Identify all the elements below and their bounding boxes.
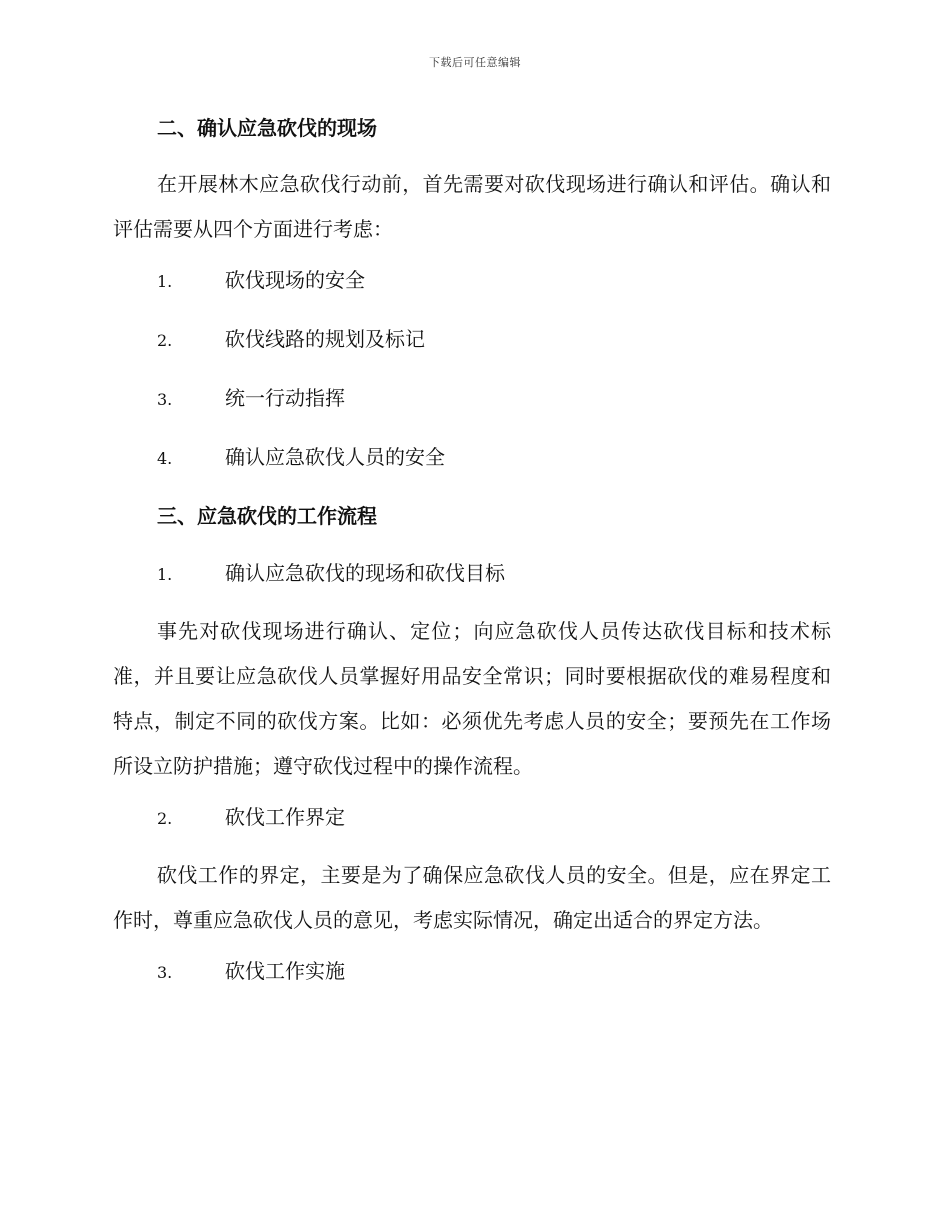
list-item-text: 统一行动指挥 bbox=[225, 386, 345, 410]
list-item-number: 2. bbox=[157, 331, 173, 350]
list-item-text: 砍伐现场的安全 bbox=[225, 268, 365, 292]
step-number: 3. bbox=[157, 963, 173, 982]
step-title bbox=[113, 557, 831, 591]
step-title-text: 砍伐工作界定 bbox=[225, 805, 345, 829]
step-number: 1. bbox=[157, 565, 173, 584]
section-heading-2: 二、确认应急砍伐的现场 bbox=[157, 116, 377, 140]
document-body bbox=[113, 112, 831, 1014]
step-title bbox=[113, 955, 831, 989]
list-item bbox=[113, 382, 831, 416]
list-item-number: 1. bbox=[157, 272, 173, 291]
step-title-text: 砍伐工作实施 bbox=[225, 959, 345, 983]
list-item-text: 确认应急砍伐人员的安全 bbox=[225, 445, 445, 469]
page-header-note: 下载后可任意编辑 bbox=[429, 56, 521, 69]
section-2-intro-paragraph: 在开展林木应急砍伐行动前，首先需要对砍伐现场进行确认和评估。确认和评估需要从四个方面进行考虑： bbox=[113, 172, 831, 241]
step-title bbox=[113, 801, 831, 835]
section-heading-3: 三、应急砍伐的工作流程 bbox=[157, 504, 377, 528]
step-title-text: 确认应急砍伐的现场和砍伐目标 bbox=[225, 561, 505, 585]
list-item-number: 4. bbox=[157, 449, 173, 468]
list-item bbox=[113, 323, 831, 357]
step-body-paragraph: 事先对砍伐现场进行确认、定位；向应急砍伐人员传达砍伐目标和技术标准，并且要让应急砍伐人员掌握好用品安全常识；同时要根据砍伐的难易程度和特点，制定不同的砍伐方案。比如：必须优先考虑人员的安全；要预先在工作场所设立防护措施；遵守砍伐过程中的操作流程。 bbox=[113, 619, 831, 778]
list-item-text: 砍伐线路的规划及标记 bbox=[225, 327, 425, 351]
step-number: 2. bbox=[157, 809, 173, 828]
list-item bbox=[113, 441, 831, 475]
list-item bbox=[113, 264, 831, 298]
step-body-paragraph: 砍伐工作的界定，主要是为了确保应急砍伐人员的安全。但是，应在界定工作时，尊重应急砍伐人员的意见，考虑实际情况，确定出适合的界定方法。 bbox=[113, 863, 831, 932]
list-item-number: 3. bbox=[157, 390, 173, 409]
